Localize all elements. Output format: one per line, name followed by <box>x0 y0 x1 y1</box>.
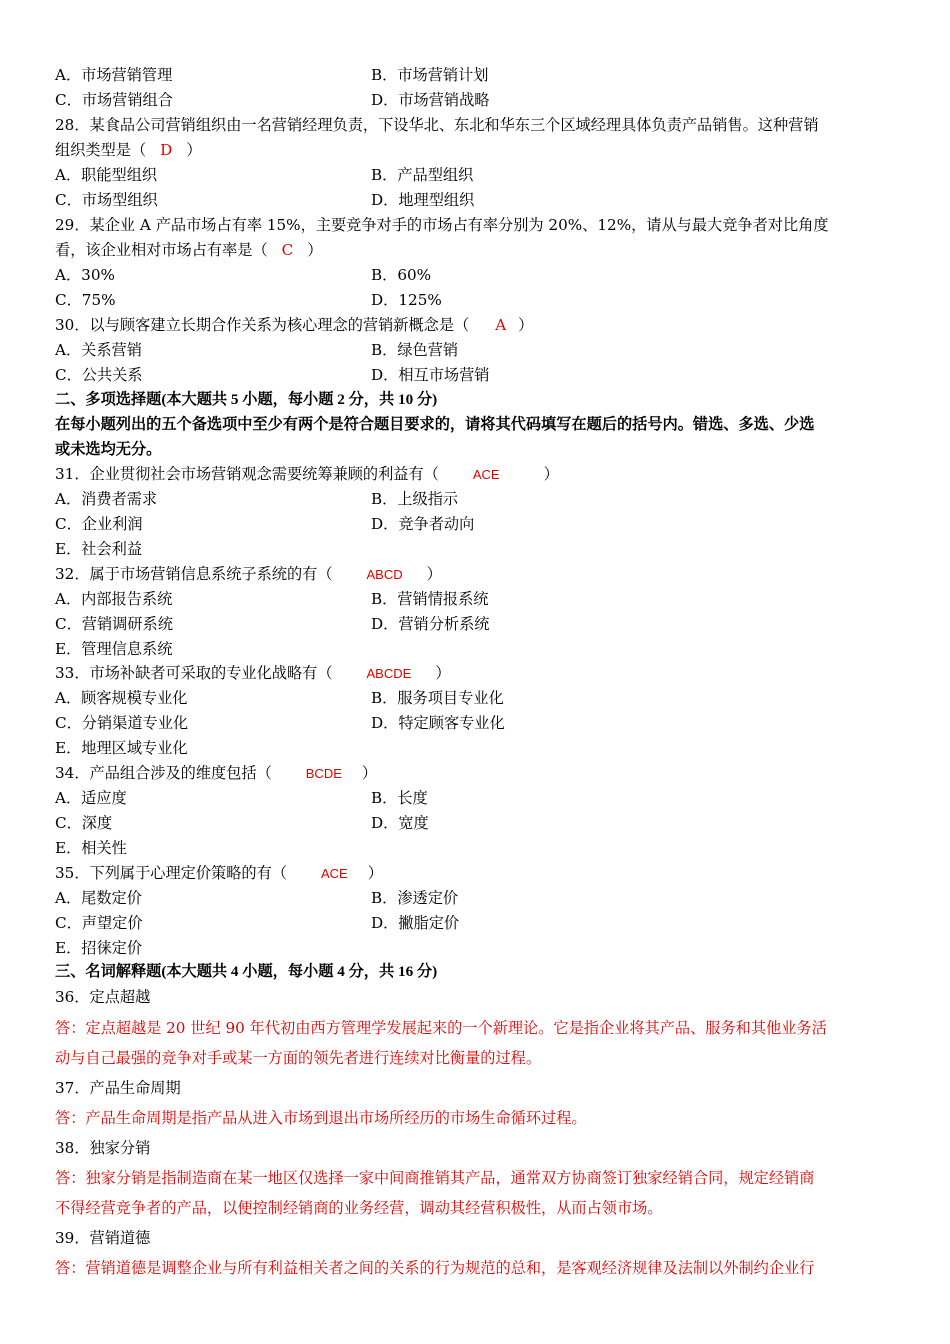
q31-option-d: D．竞争者动向 <box>371 515 475 533</box>
q28-option-d: D．地理型组织 <box>371 191 475 209</box>
q35-option-c: C．声望定价 <box>55 914 143 932</box>
section3-title: 三、名词解释题(本大题共 4 小题，每小题 4 分，共 16 分) <box>55 963 438 980</box>
q36-answer-line2: 动与自己最强的竞争对手或某一方面的领先者进行连续对比衡量的过程。 <box>55 1049 541 1067</box>
q29-text-line1: 29．某企业 A 产品市场占有率 15%，主要竞争对手的市场占有率分别为 20%、12%，请从与最大竞争者对比角度 <box>55 216 829 234</box>
q31-answer: ACE <box>472 467 500 482</box>
q28-option-a: A．职能型组织 <box>55 166 158 184</box>
q33-option-b: B．服务项目专业化 <box>371 689 504 707</box>
q30-options-row2 <box>55 365 900 385</box>
q28-options-row2 <box>55 190 900 210</box>
q32-answer: ABCD <box>366 567 403 582</box>
q37-title: 37．产品生命周期 <box>55 1079 181 1097</box>
q27-option-b: B．市场营销计划 <box>371 66 489 84</box>
q27-options-row1 <box>55 65 900 85</box>
q27-option-a: A．市场营销管理 <box>55 66 173 84</box>
section2-instructions-line1: 在每小题列出的五个备选项中至少有两个是符合题目要求的，请将其代码填写在题后的括号内。错选、多选、少选 <box>55 416 815 433</box>
q35-options-row1 <box>55 888 900 908</box>
q35-options-row2 <box>55 913 900 933</box>
q31-options-row2 <box>55 514 900 534</box>
q32-option-a: A．内部报告系统 <box>55 590 173 608</box>
q33-option-a: A．顾客规模专业化 <box>55 689 188 707</box>
q29-option-c: C．75% <box>55 291 116 309</box>
q27-option-c: C．市场营销组合 <box>55 91 173 109</box>
q32-options-row2 <box>55 614 900 634</box>
q39-answer-line1: 答：营销道德是调整企业与所有利益相关者之间的关系的行为规范的总和，是客观经济规律及法制以外制约企业行 <box>55 1259 815 1277</box>
q30-option-b: B．绿色营销 <box>371 341 459 359</box>
q32-option-c: C．营销调研系统 <box>55 615 173 633</box>
q35-option-b: B．渗透定价 <box>371 889 459 907</box>
q35-option-a: A．尾数定价 <box>55 889 142 907</box>
q33-option-d: D．特定顾客专业化 <box>371 714 505 732</box>
q30-answer: A <box>495 316 507 334</box>
q29-option-d: D．125% <box>371 291 442 309</box>
q30-option-c: C．公共关系 <box>55 366 143 384</box>
q31-option-e: E．社会利益 <box>55 540 143 558</box>
q35-option-e: E．招徕定价 <box>55 939 143 957</box>
q30-option-d: D．相互市场营销 <box>371 366 490 384</box>
q30-options-row1 <box>55 340 900 360</box>
q29-options-row2 <box>55 290 900 310</box>
q34-option-c: C．深度 <box>55 814 113 832</box>
q30-text: 30．以与顾客建立长期合作关系为核心理念的营销新概念是（ A ） <box>55 316 534 334</box>
q28-text-line1: 28．某食品公司营销组织由一名营销经理负责，下设华北、东北和华东三个区域经理具体负责产品销售。这种营销 <box>55 116 819 134</box>
q31-option-c: C．企业利润 <box>55 515 143 533</box>
q29-options-row1 <box>55 265 900 285</box>
q38-title: 38．独家分销 <box>55 1139 151 1157</box>
q34-text: 34．产品组合涉及的维度包括（ BCDE ） <box>55 764 378 782</box>
q29-option-a: A．30% <box>55 266 115 284</box>
q28-option-b: B．产品型组织 <box>371 166 474 184</box>
q33-option-e: E．地理区域专业化 <box>55 739 188 757</box>
q38-answer-line1: 答：独家分销是指制造商在某一地区仅选择一家中间商推销其产品，通常双方协商签订独家经销合同，规定经销商 <box>55 1169 815 1187</box>
q35-answer: ACE <box>320 866 348 881</box>
section2-instructions-line2: 或未选均无分。 <box>55 441 162 458</box>
q28-options-row1 <box>55 165 900 185</box>
q33-answer: ABCDE <box>366 666 412 681</box>
q35-text: 35．下列属于心理定价策略的有（ ACE ） <box>55 864 383 882</box>
q32-option-b: B．营销情报系统 <box>371 590 489 608</box>
q39-title: 39．营销道德 <box>55 1229 151 1247</box>
q31-option-a: A．消费者需求 <box>55 490 158 508</box>
q36-answer-line1: 答：定点超越是 20 世纪 90 年代初由西方管理学发展起来的一个新理论。它是指企业将其产品、服务和其他业务活 <box>55 1019 827 1037</box>
q34-option-a: A．适应度 <box>55 789 127 807</box>
q29-answer: C <box>281 241 294 259</box>
section2-title: 二、多项选择题(本大题共 5 小题，每小题 2 分，共 10 分) <box>55 391 438 408</box>
q36-title: 36．定点超越 <box>55 988 151 1006</box>
q29-text-line2: 看，该企业相对市场占有率是（ C ） <box>55 241 323 259</box>
q31-text: 31．企业贯彻社会市场营销观念需要统筹兼顾的利益有（ ACE ） <box>55 465 559 483</box>
q34-option-d: D．宽度 <box>371 814 429 832</box>
q31-option-b: B．上级指示 <box>371 490 459 508</box>
q27-option-d: D．市场营销战略 <box>371 91 490 109</box>
q33-text: 33．市场补缺者可采取的专业化战略有（ ABCDE ） <box>55 664 451 682</box>
q32-option-d: D．营销分析系统 <box>371 615 490 633</box>
q27-options-row2 <box>55 90 900 110</box>
q34-answer: BCDE <box>305 766 342 781</box>
q34-options-row2 <box>55 813 900 833</box>
q32-text: 32．属于市场营销信息系统子系统的有（ ABCD ） <box>55 565 442 583</box>
q35-option-d: D．撇脂定价 <box>371 914 460 932</box>
q34-option-b: B．长度 <box>371 789 428 807</box>
q32-option-e: E．管理信息系统 <box>55 640 173 658</box>
q34-options-row1 <box>55 788 900 808</box>
q28-option-c: C．市场型组织 <box>55 191 158 209</box>
q28-text-line2: 组织类型是（ D ） <box>55 141 202 159</box>
q33-option-c: C．分销渠道专业化 <box>55 714 189 732</box>
q31-options-row1 <box>55 489 900 509</box>
q29-option-b: B．60% <box>371 266 432 284</box>
q33-options-row1 <box>55 688 900 708</box>
q32-options-row1 <box>55 589 900 609</box>
q33-options-row2 <box>55 713 900 733</box>
q34-option-e: E．相关性 <box>55 839 127 857</box>
q37-answer-line1: 答：产品生命周期是指产品从进入市场到退出市场所经历的市场生命循环过程。 <box>55 1109 587 1127</box>
q30-option-a: A．关系营销 <box>55 341 142 359</box>
q38-answer-line2: 不得经营竞争者的产品，以便控制经销商的业务经营，调动其经营积极性，从而占领市场。 <box>55 1199 663 1217</box>
q28-answer: D <box>160 141 173 159</box>
